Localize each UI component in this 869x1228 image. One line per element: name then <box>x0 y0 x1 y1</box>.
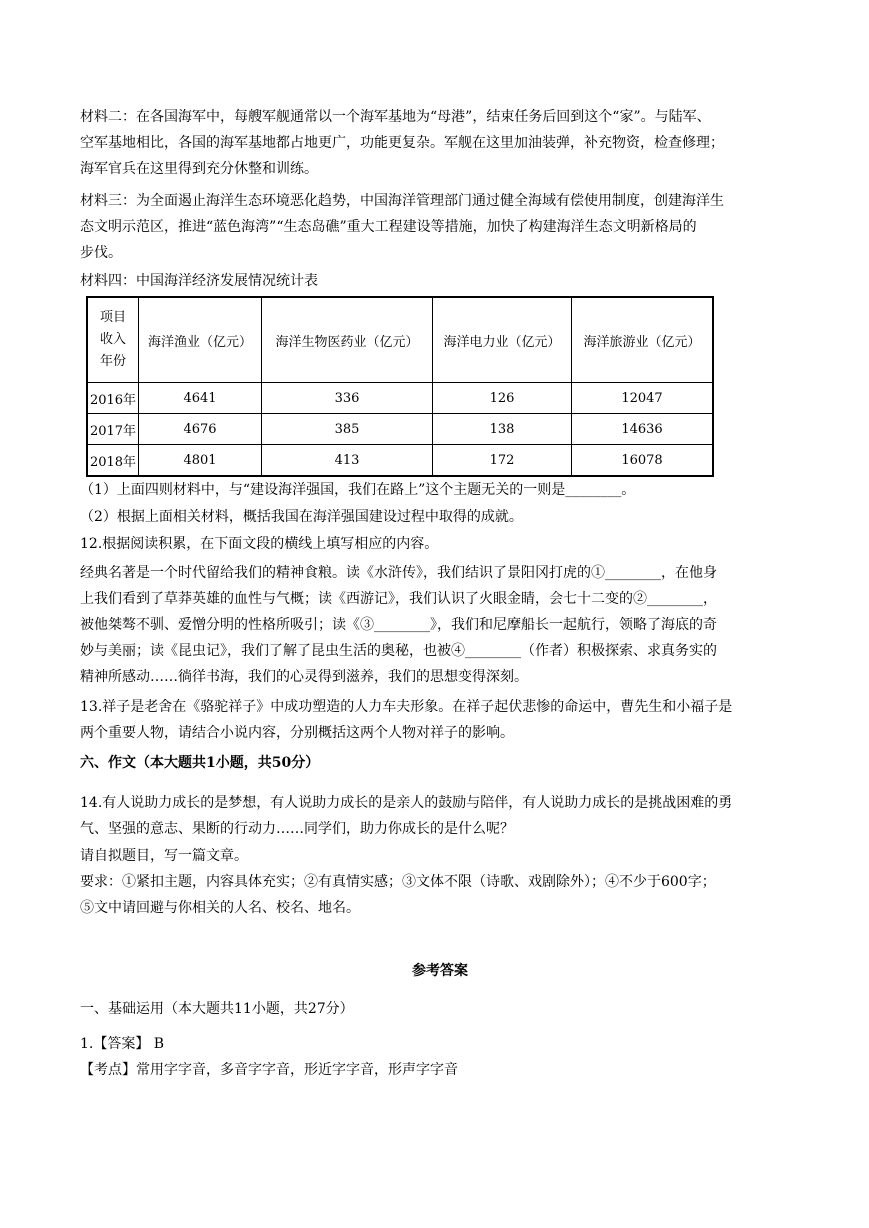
text-line: 态文明示范区，推进“蓝色海湾”“生态岛礁”重大工程建设等措施，加快了构建海洋生态文明新格局的 <box>80 219 697 235</box>
corner-label: 项目 <box>99 310 126 325</box>
table-cell: 138 <box>433 414 572 445</box>
text-line: 材料二：在各国海军中，每艘军舰通常以一个海军基地为“母港”，结束任务后回到这个“家”。与陆军、 <box>80 109 711 125</box>
column-header: 海洋渔业（亿元） <box>139 297 262 383</box>
table-cell: 413 <box>262 445 433 477</box>
corner-label: 收入 <box>99 332 126 347</box>
table-row <box>87 445 713 477</box>
table-cell: 12047 <box>572 383 714 414</box>
question-11-1: （1）上面四则材料中，与“建设海洋强国，我们在路上”这个主题无关的一则是________。 <box>80 482 636 498</box>
answers-title: 参考答案 <box>412 963 468 979</box>
section-six-heading: 六、作文（本大题共1小题，共50分） <box>80 755 320 771</box>
text-line: 要求：①紧扣主题，内容具体充实；②有真情实感；③文体不限（诗歌、戏剧除外）；④不少于600字； <box>80 874 716 890</box>
question-13 <box>80 694 800 746</box>
question-14 <box>80 790 800 842</box>
text-line: 13.祥子是老舍在《骆驼祥子》中成功塑造的人力车夫形象。在祥子起伏悲惨的命运中，曹先生和小福子是 <box>80 699 733 715</box>
text-line: 14.有人说助力成长的是梦想，有人说助力成长的是亲人的鼓励与陪伴，有人说助力成长的是挑战困难的勇 <box>80 795 733 811</box>
table-row <box>87 414 713 445</box>
material-two <box>80 104 800 182</box>
text-line: 步伐。 <box>80 245 122 261</box>
table-cell: 336 <box>262 383 433 414</box>
corner-label: 年份 <box>99 354 126 369</box>
table-corner-cell <box>87 297 139 383</box>
table-cell: 4641 <box>139 383 262 414</box>
answers-section-one: 一、基础运用（本大题共11小题，共27分） <box>80 1001 354 1017</box>
row-year: 2018年 <box>87 445 139 477</box>
text-line: 被他桀骜不驯、爱憎分明的性格所吸引；读《③________》，我们和尼摩船长一起航行，领略了海底的奇 <box>80 617 717 633</box>
question-12-passage <box>80 560 800 690</box>
text-line: 空军基地相比，各国的海军基地都占地更广，功能更复杂。军舰在这里加油装弹，补充物资，检查修理； <box>80 135 724 151</box>
column-header: 海洋旅游业（亿元） <box>572 297 714 383</box>
text-line: ⑤文中请回避与你相关的人名、校名、地名。 <box>80 900 360 916</box>
text-line: 上我们看到了草莽英雄的血性与气概；读《西游记》，我们认识了火眼金睛，会七十二变的②________， <box>80 591 717 607</box>
text-line: 经典名著是一个时代留给我们的精神食粮。读《水浒传》，我们结识了景阳冈打虎的①________，在他身 <box>80 565 717 581</box>
table-cell: 4676 <box>139 414 262 445</box>
table-cell: 14636 <box>572 414 714 445</box>
column-header: 海洋生物医药业（亿元） <box>262 297 433 383</box>
material-three <box>80 188 800 266</box>
question-12-title: 12.根据阅读积累，在下面文段的横线上填写相应的内容。 <box>80 536 439 552</box>
text-line: 精神所感动……徜徉书海，我们的心灵得到滋养，我们的思想变得深刻。 <box>80 669 528 685</box>
text-line: 两个重要人物，请结合小说内容，分别概括这两个人物对祥子的影响。 <box>80 725 514 741</box>
text-line: 材料三：为全面遏止海洋生态环境恶化趋势，中国海洋管理部门通过健全海域有偿使用制度，创建海洋生 <box>80 193 724 209</box>
answer-one: 1.【答案】 B <box>80 1036 165 1052</box>
text-line: 妙与美丽；读《昆虫记》，我们了解了昆虫生活的奥秘，也被④________（作者）积极探索、求真务实的 <box>80 643 717 659</box>
table-cell: 172 <box>433 445 572 477</box>
text-line: 海军官兵在这里得到充分休整和训练。 <box>80 161 318 177</box>
column-header: 海洋电力业（亿元） <box>433 297 572 383</box>
question-14-requirements <box>80 869 800 921</box>
question-11-2: （2）根据上面相关材料，概括我国在海洋强国建设过程中取得的成就。 <box>80 509 523 525</box>
table-header-row <box>87 297 713 383</box>
row-year: 2017年 <box>87 414 139 445</box>
table-cell: 16078 <box>572 445 714 477</box>
table-row <box>87 383 713 414</box>
table-cell: 126 <box>433 383 572 414</box>
question-14-instruction: 请自拟题目，写一篇文章。 <box>80 848 248 864</box>
material-four-title: 材料四：中国海洋经济发展情况统计表 <box>80 273 318 289</box>
text-line: 气、坚强的意志、果断的行动力……同学们，助力你成长的是什么呢？ <box>80 821 514 837</box>
answer-one-point: 【考点】常用字字音，多音字字音，形近字字音，形声字字音 <box>80 1062 458 1078</box>
table-cell: 4801 <box>139 445 262 477</box>
row-year: 2016年 <box>87 383 139 414</box>
table-cell: 385 <box>262 414 433 445</box>
ocean-economy-table <box>86 296 714 477</box>
